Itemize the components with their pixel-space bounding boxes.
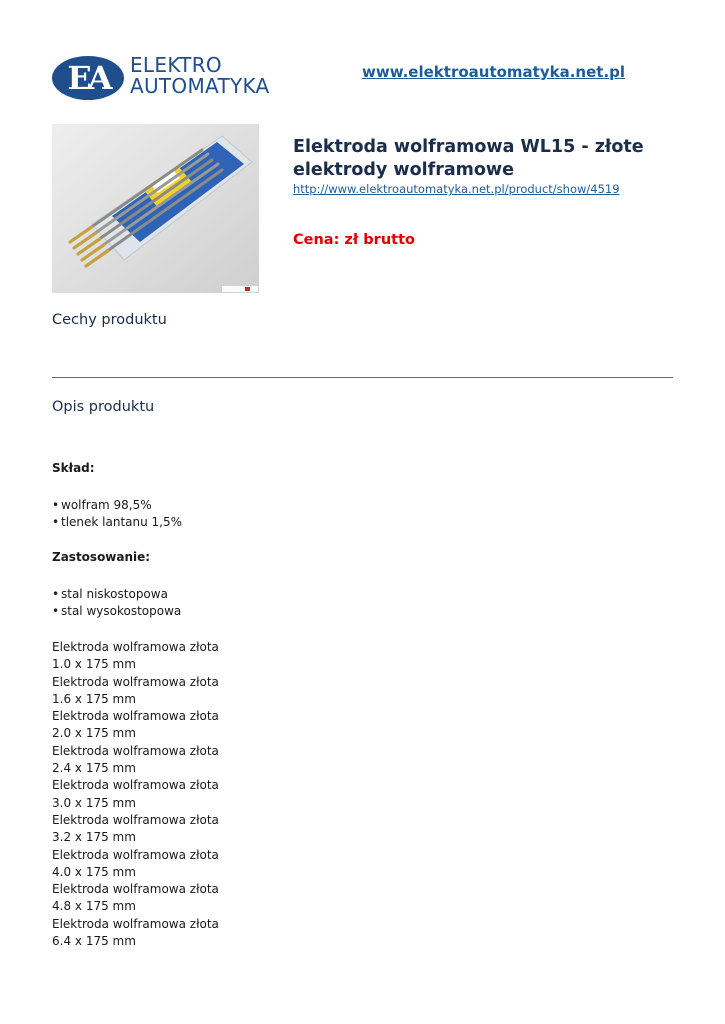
size-value: 4.0 x 175 mm: [52, 864, 136, 879]
company-logo[interactable]: [52, 54, 284, 102]
size-value: 6.4 x 175 mm: [52, 934, 136, 949]
size-value: 1.6 x 175 mm: [52, 691, 136, 706]
logo-badge-icon: [52, 54, 130, 102]
size-name: Elektroda wolframowa złota: [52, 812, 219, 827]
size-name: Elektroda wolframowa złota: [52, 709, 219, 724]
product-link[interactable]: http://www.elektroautomatyka.net.pl/product/show/4519: [293, 182, 620, 196]
section-divider: [52, 377, 673, 378]
features-heading: Cechy produktu: [52, 312, 167, 328]
description-heading: Opis produktu: [52, 399, 155, 415]
list-item: • stal niskostopowa: [52, 586, 181, 603]
list-item: • stal wysokostopowa: [52, 603, 181, 620]
product-price: Cena: zł brutto: [293, 232, 415, 248]
composition-label: Skład:: [52, 461, 95, 475]
application-list: [52, 586, 181, 620]
application-label: Zastosowanie:: [52, 550, 151, 564]
list-item: • wolfram 98,5%: [52, 497, 182, 514]
size-name: Elektroda wolframowa złota: [52, 882, 219, 897]
size-value: 3.0 x 175 mm: [52, 795, 136, 810]
size-value: 4.8 x 175 mm: [52, 899, 136, 914]
product-image: [52, 124, 259, 293]
size-value: 1.0 x 175 mm: [52, 657, 136, 672]
product-title: Elektroda wolframowa WL15 - złote elektrody wolframowe: [293, 137, 644, 180]
size-name: Elektroda wolframowa złota: [52, 916, 219, 931]
size-value: 2.0 x 175 mm: [52, 726, 136, 741]
size-name: Elektroda wolframowa złota: [52, 674, 219, 689]
size-name: Elektroda wolframowa złota: [52, 778, 219, 793]
list-item: • tlenek lantanu 1,5%: [52, 514, 182, 531]
size-list: [52, 639, 219, 950]
composition-list: [52, 497, 182, 531]
size-value: 2.4 x 175 mm: [52, 761, 136, 776]
size-name: Elektroda wolframowa złota: [52, 640, 219, 654]
logo-line-1: ELEKTRO: [130, 53, 222, 77]
logo-wordmark: [130, 55, 270, 97]
size-name: Elektroda wolframowa złota: [52, 743, 219, 758]
logo-line-2: AUTOMATYKA: [130, 74, 270, 98]
size-name: Elektroda wolframowa złota: [52, 847, 219, 862]
logo-badge-text: EA: [67, 59, 109, 97]
site-url-link[interactable]: www.elektroautomatyka.net.pl: [362, 63, 626, 81]
size-value: 3.2 x 175 mm: [52, 830, 136, 845]
